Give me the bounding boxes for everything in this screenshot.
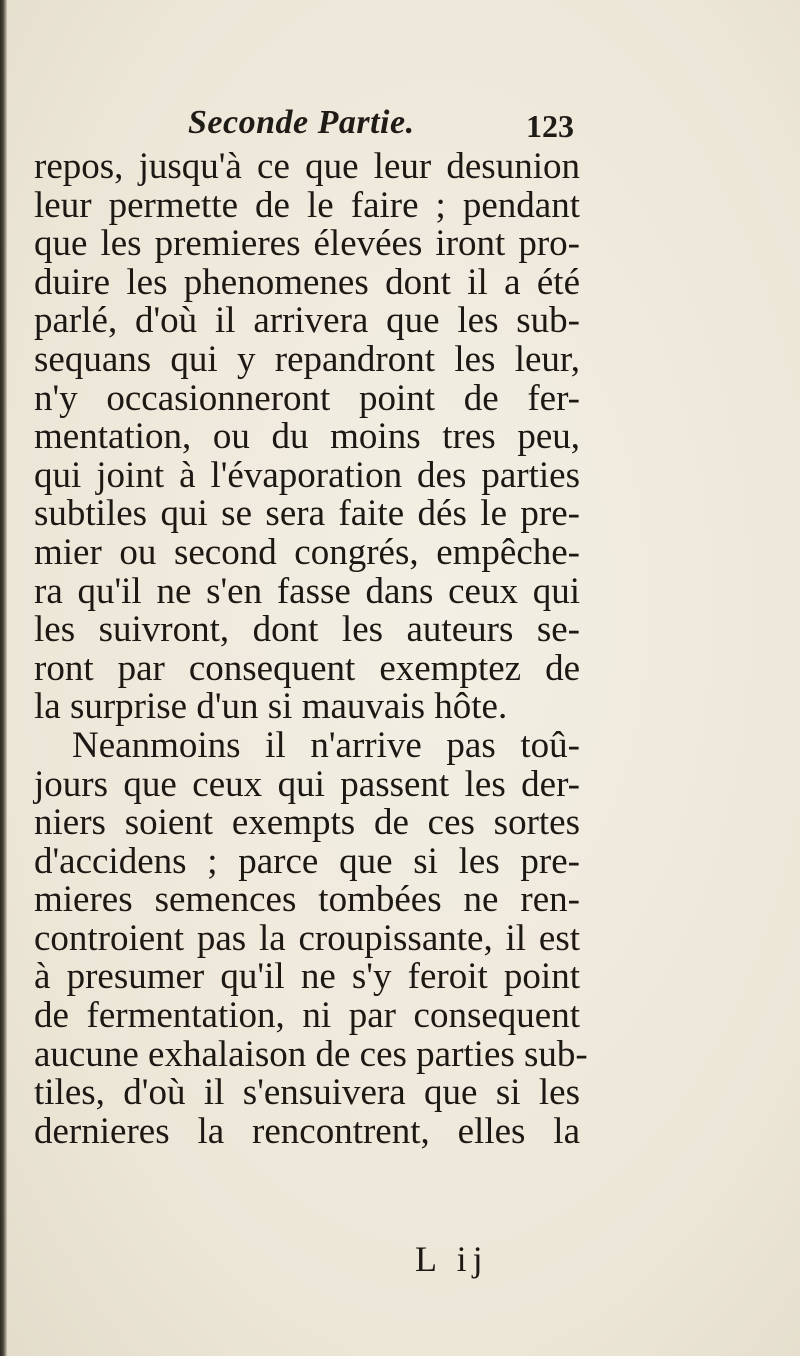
text-line: aucune exhalaison de ces parties sub- <box>34 1033 588 1075</box>
text-line: mentation, ou du moins tres peu, <box>34 416 580 458</box>
paragraph-1 <box>34 148 580 727</box>
text-line: la surprise d'un si mauvais hôte. <box>34 686 508 728</box>
text-line: leur permette de le faire ; pendant <box>34 184 580 226</box>
paragraph-2 <box>34 724 588 1152</box>
text-line: parlé, d'où il arrivera que les sub- <box>34 300 580 342</box>
page-binding-edge <box>0 0 7 1356</box>
page-header <box>0 104 800 148</box>
text-line: mier ou second congrés, empêche- <box>34 531 580 573</box>
text-line: d'accidens ; parce que si les pre- <box>34 840 580 882</box>
text-line: sequans qui y repandront les leur, <box>34 338 580 380</box>
text-line: duire les phenomenes dont il a été <box>34 261 580 303</box>
signature-mark: L ij <box>415 1239 489 1279</box>
text-line: niers soient exempts de ces sortes <box>34 802 580 844</box>
text-line: subtiles qui se sera faite dés le pre- <box>34 493 580 535</box>
text-line: jours que ceux qui passent les der- <box>34 763 580 805</box>
text-line: dernieres la rencontrent, elles la <box>34 1110 580 1152</box>
text-line: les suivront, dont les auteurs se- <box>34 609 580 651</box>
page-number: 123 <box>526 108 574 144</box>
text-line: tiles, d'où il s'ensuivera que si les <box>34 1072 580 1114</box>
body-text <box>34 146 588 1152</box>
text-line: qui joint à l'évaporation des parties <box>34 454 580 496</box>
text-line: ra qu'il ne s'en fasse dans ceux qui <box>34 570 580 612</box>
text-line: mieres semences tombées ne ren- <box>34 879 580 921</box>
text-line: controient pas la croupissante, il est <box>34 917 580 959</box>
text-line: n'y occasionneront point de fer- <box>34 377 580 419</box>
text-line: repos, jusqu'à ce que leur desunion <box>34 146 580 187</box>
text-line: à presumer qu'il ne s'y feroit point <box>34 956 580 998</box>
running-head: Seconde Partie. <box>188 104 415 141</box>
text-line: que les premieres élevées iront pro- <box>34 223 580 265</box>
text-line: de fermentation, ni par consequent <box>34 995 580 1037</box>
text-line: ront par consequent exemptez de <box>34 647 580 689</box>
text-line: Neanmoins il n'arrive pas toû- <box>72 724 580 766</box>
